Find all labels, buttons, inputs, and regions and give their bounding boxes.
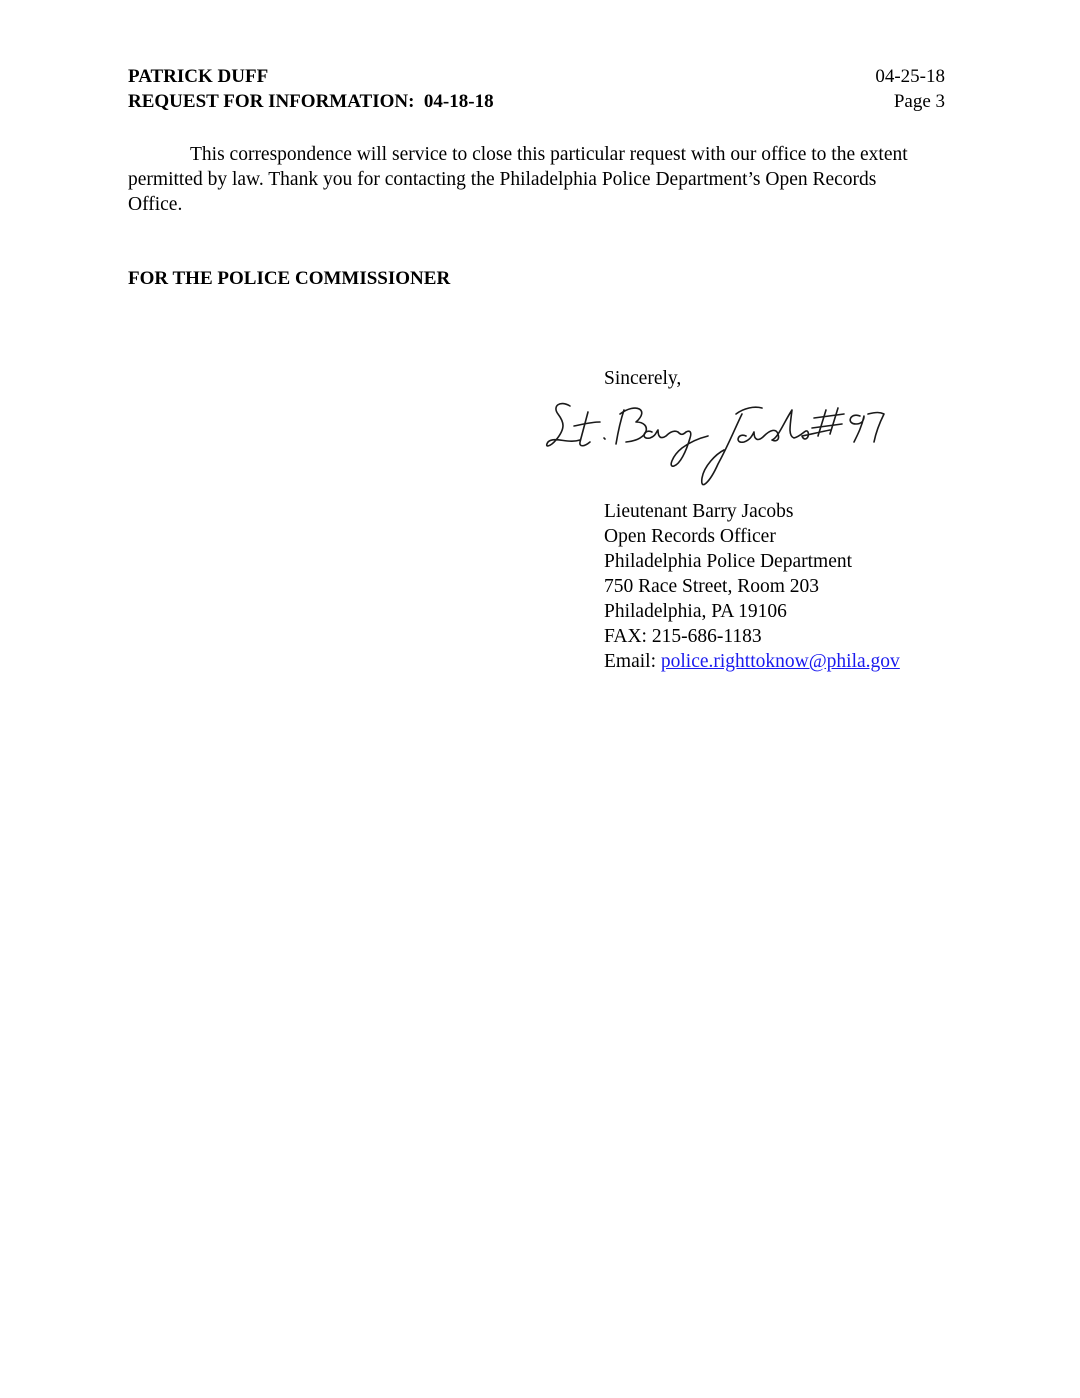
letter-header-right: [875, 64, 945, 114]
signatory-title: Open Records Officer: [604, 526, 776, 547]
body-paragraph: [128, 142, 928, 217]
page-number: Page 3: [893, 91, 945, 112]
signatory-department: Philadelphia Police Department: [604, 551, 853, 572]
email-link[interactable]: police.righttoknow@phila.gov: [660, 651, 900, 672]
closing-heading: FOR THE POLICE COMMISSIONER: [128, 268, 451, 289]
signatory-name: Lieutenant Barry Jacobs: [604, 501, 794, 522]
letter-date: 04-25-18: [875, 66, 945, 87]
recipient-name: PATRICK DUFF: [128, 66, 269, 87]
signatory-email-line: [604, 649, 900, 674]
request-subject: REQUEST FOR INFORMATION: 04-18-18: [128, 91, 494, 112]
body-paragraph-text: This correspondence will service to close this particular request with our office to the extent permitted by law. Thank you for contacting the Philadelphia Police Department’s Open Records Office.: [128, 144, 908, 215]
signatory-street: 750 Race Street, Room 203: [604, 576, 820, 597]
handwritten-signature: [540, 392, 890, 497]
letter-header-left: [128, 64, 494, 114]
signatory-city: Philadelphia, PA 19106: [604, 601, 787, 622]
email-label: Email:: [604, 651, 661, 672]
signatory-fax: FAX: 215-686-1183: [604, 626, 762, 647]
signatory-block: [604, 499, 900, 674]
salutation: Sincerely,: [604, 368, 682, 389]
